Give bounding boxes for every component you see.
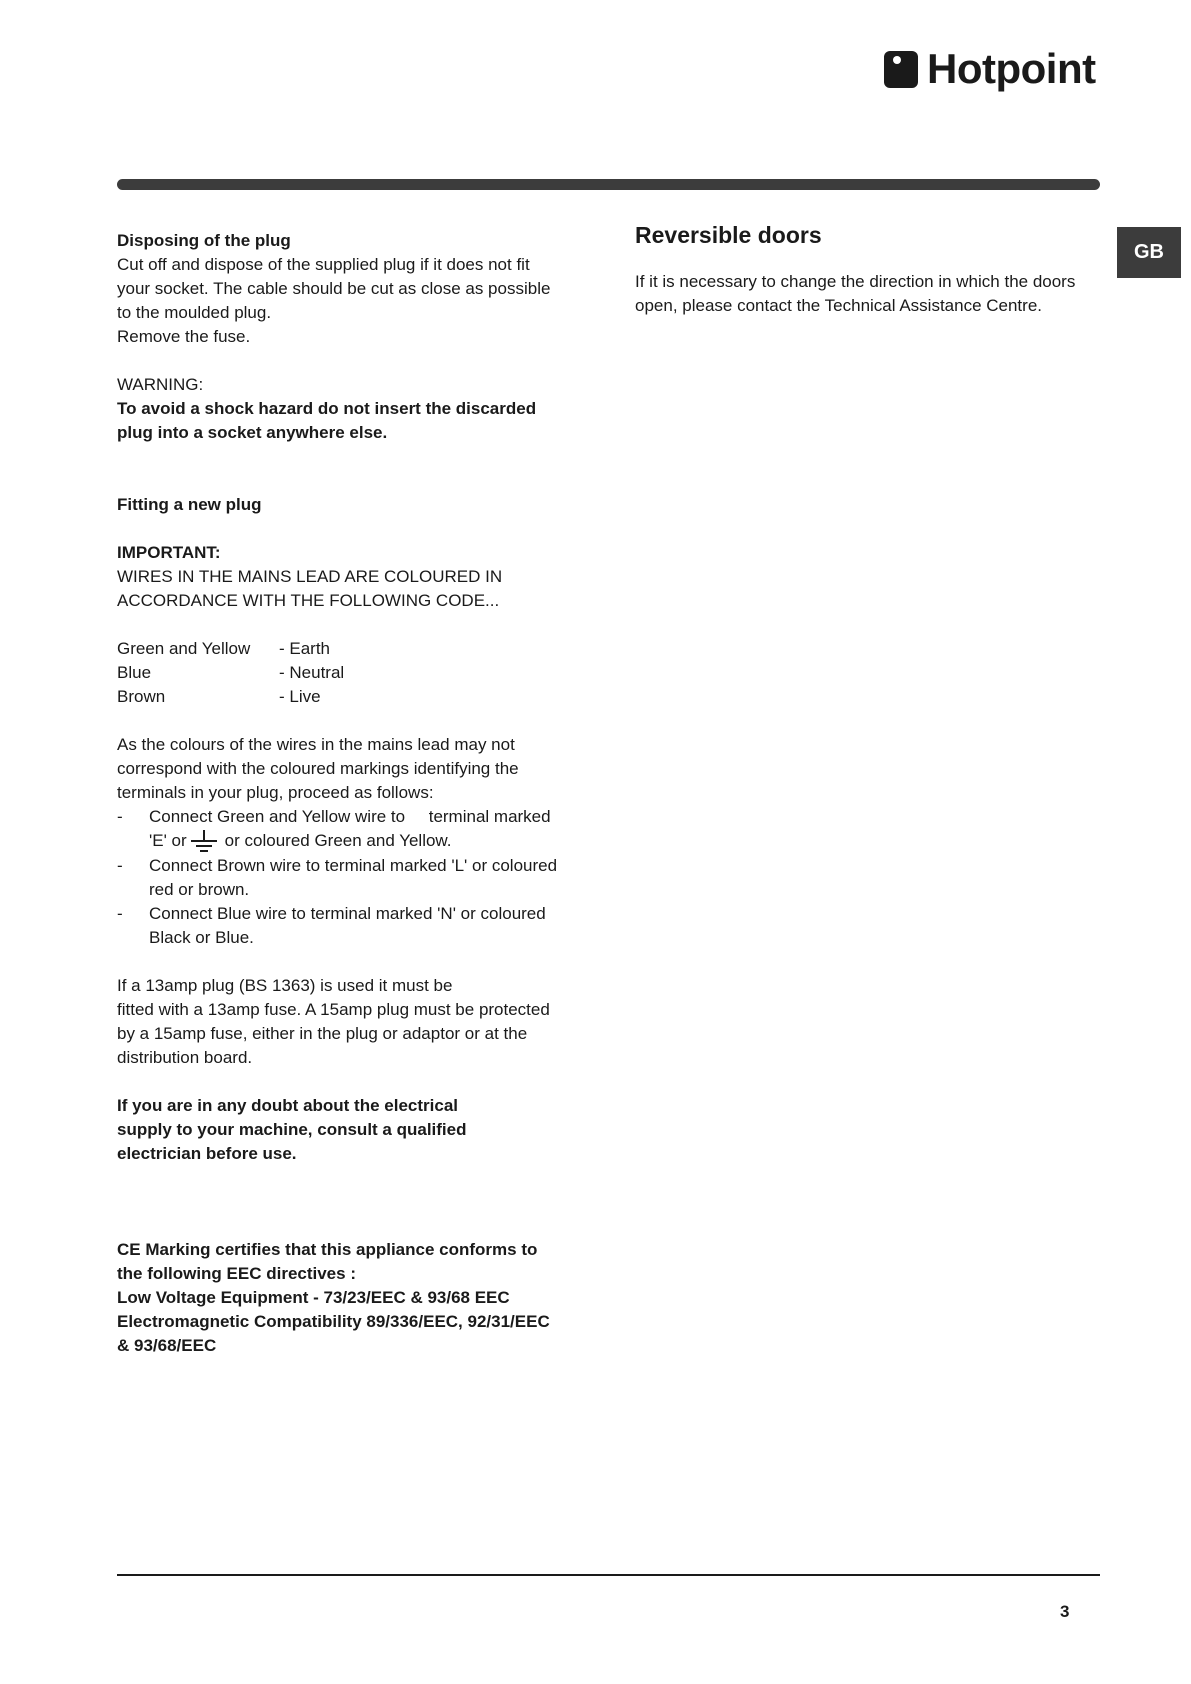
wire-role: - Live	[279, 687, 321, 706]
colours-note-line: terminals in your plug, proceed as follows:	[117, 783, 434, 802]
wire-code-table	[117, 637, 597, 709]
list-dash: -	[117, 807, 123, 826]
header-rule	[117, 179, 1100, 190]
important-label: IMPORTANT:	[117, 543, 221, 562]
colours-note-line: As the colours of the wires in the mains lead may not	[117, 735, 515, 754]
colours-note-line: correspond with the coloured markings identifying the	[117, 759, 519, 778]
page-number: 3	[1060, 1602, 1070, 1621]
wire-colour: Blue	[117, 663, 152, 682]
list-item	[117, 805, 597, 854]
disposing-line: to the moulded plug.	[117, 303, 272, 322]
ce-line: & 93/68/EEC	[117, 1336, 217, 1355]
earth-ground-icon	[189, 830, 219, 854]
step-blue-line: Black or Blue.	[149, 928, 254, 947]
warning-label: WARNING:	[117, 375, 204, 394]
step-brown-line: red or brown.	[149, 880, 250, 899]
fitting-title: Fitting a new plug	[117, 495, 262, 514]
fuse-line: If a 13amp plug (BS 1363) is used it must be	[117, 976, 453, 995]
left-column	[117, 229, 597, 1358]
warning-line: To avoid a shock hazard do not insert the discarded	[117, 399, 537, 418]
step-earth-text: or coloured Green and Yellow.	[224, 831, 452, 850]
disposing-line: Remove the fuse.	[117, 327, 251, 346]
list-dash: -	[117, 856, 123, 875]
hotpoint-logo	[884, 45, 1096, 92]
wire-role: - Earth	[279, 639, 331, 658]
disposing-title: Disposing of the plug	[117, 231, 291, 250]
doubt-line: If you are in any doubt about the electrical	[117, 1096, 459, 1115]
step-earth-line2	[149, 829, 551, 854]
wire-colour: Brown	[117, 687, 166, 706]
language-tab: GB	[1117, 227, 1181, 278]
doubt-line: electrician before use.	[117, 1144, 297, 1163]
footer-rule	[117, 1574, 1100, 1576]
reversible-doors-line: If it is necessary to change the direction in which the doors	[635, 272, 1076, 291]
wires-intro-line: WIRES IN THE MAINS LEAD ARE COLOURED IN	[117, 567, 503, 586]
warning-line: plug into a socket anywhere else.	[117, 423, 388, 442]
list-dash: -	[117, 904, 123, 923]
step-brown-line: Connect Brown wire to terminal marked 'L' or coloured	[149, 856, 558, 875]
step-earth-text: 'E' or	[149, 831, 187, 850]
reversible-doors-line: open, please contact the Technical Assistance Centre.	[635, 296, 1042, 315]
wires-intro-line: ACCORDANCE WITH THE FOLLOWING CODE...	[117, 591, 500, 610]
ce-line: CE Marking certifies that this appliance conforms to	[117, 1240, 538, 1259]
reversible-doors-title: Reversible doors	[635, 222, 822, 248]
right-column	[635, 220, 1105, 318]
fuse-line: fitted with a 13amp fuse. A 15amp plug must be protected	[117, 1000, 550, 1019]
step-blue-line: Connect Blue wire to terminal marked 'N' or coloured	[149, 904, 546, 923]
wire-role: - Neutral	[279, 663, 345, 682]
list-item	[117, 902, 597, 950]
logo-mark-icon	[884, 51, 918, 88]
ce-line: Electromagnetic Compatibility 89/336/EEC, 92/31/EEC	[117, 1312, 550, 1331]
step-earth-line: Connect Green and Yellow wire to terminal marked	[149, 807, 551, 826]
logo-text: Hotpoint	[927, 45, 1096, 92]
fuse-line: by a 15amp fuse, either in the plug or adaptor or at the	[117, 1024, 528, 1043]
fuse-line: distribution board.	[117, 1048, 253, 1067]
doubt-line: supply to your machine, consult a qualified	[117, 1120, 467, 1139]
disposing-line: your socket. The cable should be cut as close as possible	[117, 279, 551, 298]
ce-line: Low Voltage Equipment - 73/23/EEC & 93/68 EEC	[117, 1288, 510, 1307]
list-item	[117, 854, 597, 902]
wire-colour: Green and Yellow	[117, 639, 251, 658]
disposing-line: Cut off and dispose of the supplied plug if it does not fit	[117, 255, 530, 274]
ce-line: the following EEC directives :	[117, 1264, 356, 1283]
